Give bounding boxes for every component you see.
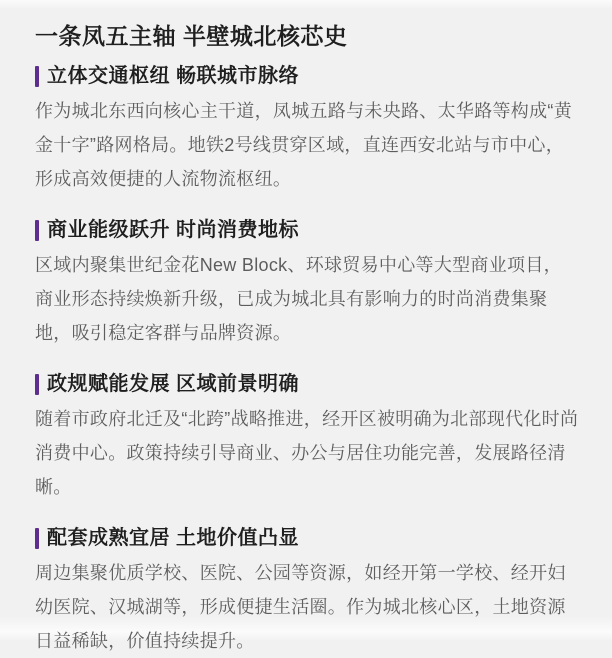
section-heading-row	[35, 370, 580, 398]
section-heading-row	[35, 524, 580, 552]
section-heading-row	[35, 62, 580, 90]
section-heading: 商业能级跃升 时尚消费地标	[47, 219, 300, 241]
section-commerce	[35, 216, 580, 350]
section-heading: 立体交通枢纽 畅联城市脉络	[47, 65, 300, 87]
section-policy	[35, 370, 580, 504]
section-body: 作为城北东西向核心主干道，凤城五路与未央路、太华路等构成“黄金十字”路网格局。地铁2号线贯穿区域，直连西安北站与市中心，形成高效便捷的人流物流枢纽。	[35, 101, 572, 189]
section-body: 周边集聚优质学校、医院、公园等资源，如经开第一学校、经开妇幼医院、汉城湖等，形成便捷生活圈。作为城北核心区，土地资源日益稀缺，价值持续提升。	[35, 563, 566, 651]
heading-accent-bar	[35, 66, 39, 87]
page-title: 一条凤五主轴 半壁城北核芯史	[35, 23, 348, 49]
section-body: 随着市政府北迁及“北跨”战略推进，经开区被明确为北部现代化时尚消费中心。政策持续引导商业、办公与居住功能完善，发展路径清晰。	[35, 409, 579, 497]
section-heading-row	[35, 216, 580, 244]
heading-accent-bar	[35, 220, 39, 241]
section-transport	[35, 62, 580, 196]
section-heading: 政规赋能发展 区域前景明确	[47, 373, 300, 395]
section-amenities	[35, 524, 580, 658]
section-heading: 配套成熟宜居 土地价值凸显	[47, 527, 300, 549]
heading-accent-bar	[35, 374, 39, 395]
heading-accent-bar	[35, 528, 39, 549]
section-body: 区域内聚集世纪金花New Block、环球贸易中心等大型商业项目，商业形态持续焕新升级，已成为城北具有影响力的时尚消费集聚地，吸引稳定客群与品牌资源。	[35, 255, 562, 343]
